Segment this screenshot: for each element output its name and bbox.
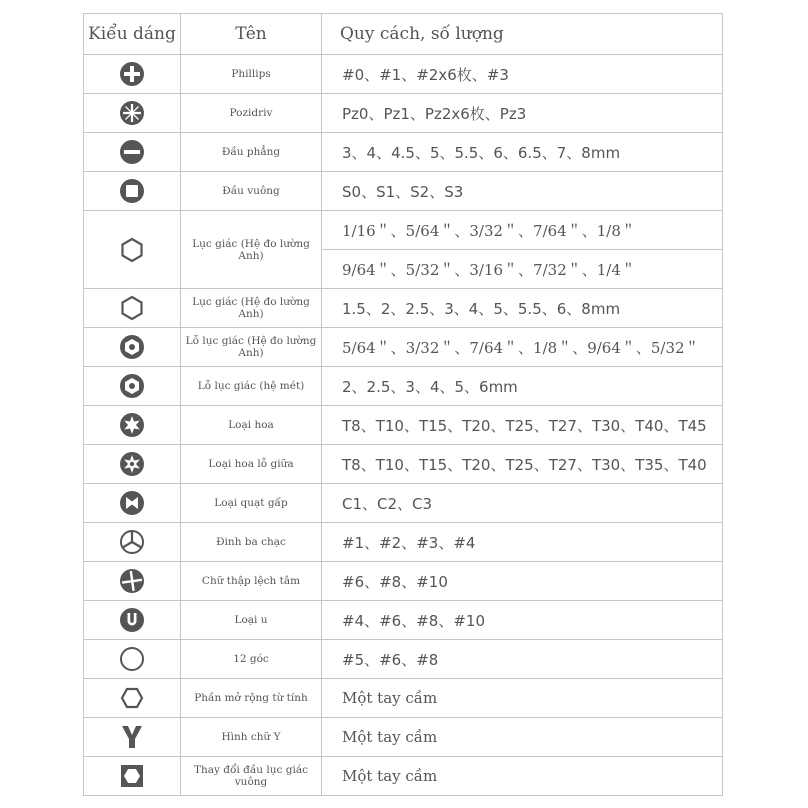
bit-name: Hình chữ Y [181,718,322,757]
bit-name: Loại u [181,601,322,640]
icon-cell [84,328,181,367]
pozidriv-icon [119,100,145,126]
bit-name: Loại hoa [181,406,322,445]
bit-name: Phần mở rộng từ tính [181,679,322,718]
bit-spec: #4、#6、#8、#10 [322,601,723,640]
bit-spec: 2、2.5、3、4、5、6mm [322,367,723,406]
header-row [84,14,723,55]
tamper-hex-icon [119,373,145,399]
table-row [84,55,723,94]
hex-icon [119,237,145,263]
bit-spec: 1.5、2、2.5、3、4、5、5.5、6、8mm [322,289,723,328]
bit-name: Đầu vuông [181,172,322,211]
icon-cell [84,445,181,484]
phillips-icon [119,61,145,87]
clutch-icon [119,490,145,516]
table-row [84,211,723,250]
icon-cell [84,289,181,328]
bit-spec: Một tay cầm [322,757,723,796]
icon-cell [84,679,181,718]
bit-name: Thay đổi đầu lục giác vuông [181,757,322,796]
icon-cell [84,757,181,796]
square-icon [119,178,145,204]
bit-spec: 1/16＂、5/64＂、3/32＂、7/64＂、1/8＂ [322,211,723,250]
icon-cell [84,562,181,601]
tamper-torx-icon [119,451,145,477]
offset-cross-icon [119,568,145,594]
bit-spec: T8、T10、T15、T20、T25、T27、T30、T40、T45 [322,406,723,445]
table-row [84,133,723,172]
bit-spec: #0、#1、#2x6枚、#3 [322,55,723,94]
icon-cell [84,367,181,406]
slotted-icon [119,139,145,165]
u-shape-icon [119,607,145,633]
bit-spec: Một tay cầm [322,679,723,718]
table-row [84,289,723,328]
table-row [84,523,723,562]
table-row [84,328,723,367]
bit-name: Đinh ba chạc [181,523,322,562]
bit-name: Phillips [181,55,322,94]
bit-name: Lỗ lục giác (Hệ đo lường Anh) [181,328,322,367]
y-shape-icon [119,724,145,750]
torx-icon [119,412,145,438]
icon-cell [84,718,181,757]
icon-cell [84,55,181,94]
bits-table [83,13,723,796]
table-row [84,562,723,601]
table-row [84,484,723,523]
table-row [84,367,723,406]
table-row [84,640,723,679]
bit-spec: Pz0、Pz1、Pz2x6枚、Pz3 [322,94,723,133]
bit-name: Loại quạt gấp [181,484,322,523]
bit-name: Chữ thập lệch tâm [181,562,322,601]
icon-cell [84,211,181,289]
icon-cell [84,172,181,211]
bit-spec: #1、#2、#3、#4 [322,523,723,562]
icon-cell [84,601,181,640]
header-spec: Quy cách, số lượng [322,14,723,55]
bit-name: Lỗ lục giác (hệ mét) [181,367,322,406]
table-row [84,601,723,640]
header-name: Tên [181,14,322,55]
table-row [84,757,723,796]
bit-name: Lục giác (Hệ đo lường Anh) [181,211,322,289]
table-row [84,718,723,757]
bit-spec: C1、C2、C3 [322,484,723,523]
table-row [84,406,723,445]
icon-cell [84,640,181,679]
twelve-point-icon [119,646,145,672]
icon-cell [84,94,181,133]
tamper-hex-icon [119,334,145,360]
bit-spec: T8、T10、T15、T20、T25、T27、T30、T35、T40 [322,445,723,484]
tri-wing-icon [119,529,145,555]
bit-name: Lục giác (Hệ đo lường Anh) [181,289,322,328]
header-style: Kiểu dáng [84,14,181,55]
bit-name: 12 góc [181,640,322,679]
icon-cell [84,523,181,562]
table-row [84,445,723,484]
bit-spec: #6、#8、#10 [322,562,723,601]
table-row [84,679,723,718]
hex-extension-icon [119,685,145,711]
bit-spec: Một tay cầm [322,718,723,757]
bit-name: Pozidriv [181,94,322,133]
table-row [84,94,723,133]
bit-spec: 5/64＂、3/32＂、7/64＂、1/8＂、9/64＂、5/32＂ [322,328,723,367]
bit-spec-line2: 9/64＂、5/32＂、3/16＂、7/32＂、1/4＂ [322,250,723,289]
bit-name: Đầu phẳng [181,133,322,172]
icon-cell [84,133,181,172]
icon-cell [84,406,181,445]
bit-spec: 3、4、4.5、5、5.5、6、6.5、7、8mm [322,133,723,172]
icon-cell [84,484,181,523]
bit-spec: S0、S1、S2、S3 [322,172,723,211]
bit-name: Loại hoa lỗ giữa [181,445,322,484]
hex-icon [119,295,145,321]
table-row [84,172,723,211]
bit-spec: #5、#6、#8 [322,640,723,679]
hex-adapter-icon [119,763,145,789]
